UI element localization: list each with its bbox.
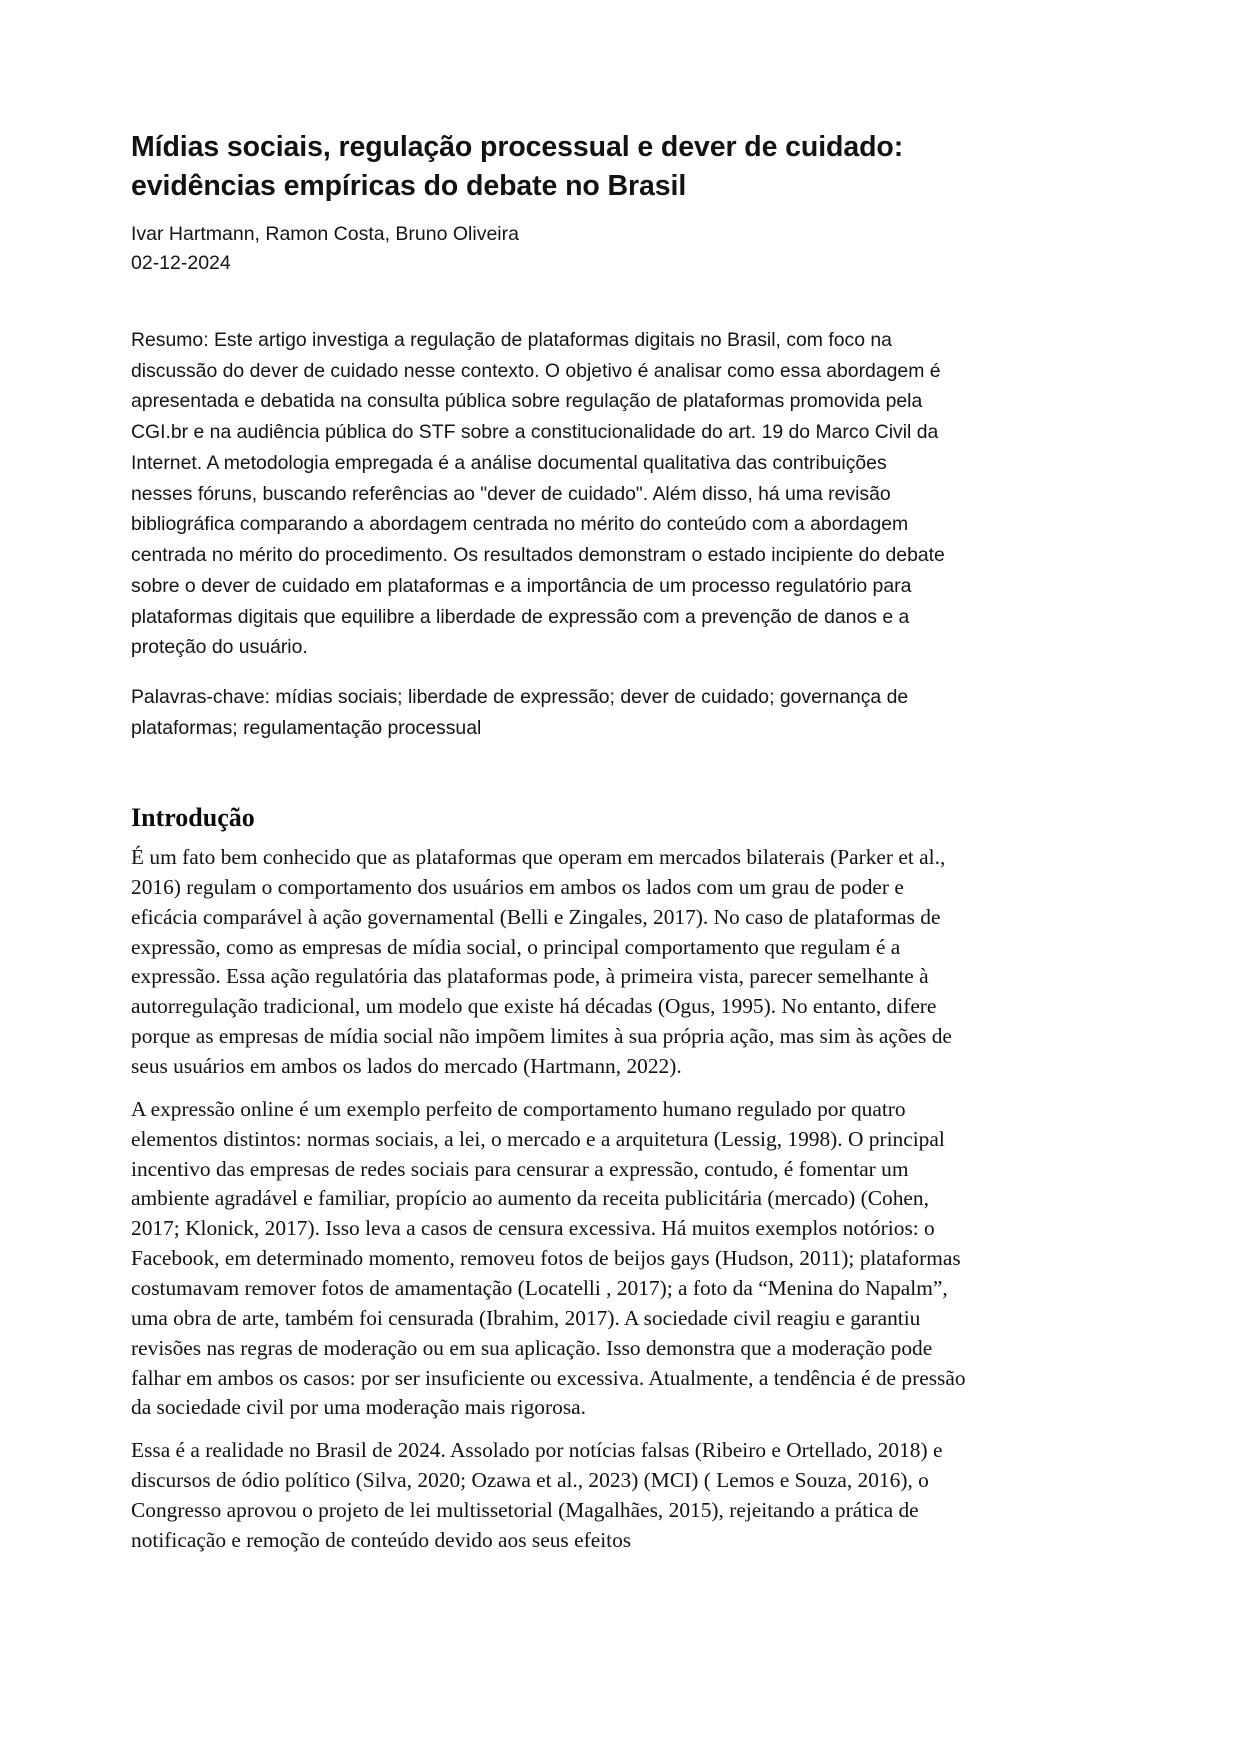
section-introducao — [131, 802, 971, 1556]
keywords-text: Palavras-chave: mídias sociais; liberdade de expressão; dever de cuidado; governança de plataformas; regulamentação processual — [131, 686, 909, 739]
front-matter — [131, 128, 971, 279]
page-title: Mídias sociais, regulação processual e dever de cuidado: evidências empíricas do debate no Brasil — [131, 131, 904, 202]
abstract-text: Resumo: Este artigo investiga a regulação de plataformas digitais no Brasil, com foco na discussão do dever de cuidado nesse contexto. O objetivo é analisar como essa abordagem é apresentada e debatida na consulta pública sobre regulação de plataformas promovida pela CGI.br e na audiência pública do STF sobre a constitucionalidade do art. 19 do Marco Civil da Internet. A metodologia empregada é a análise documental qualitativa das contribuições nesses fóruns, buscando referências ao "dever de cuidado". Além disso, há uma revisão bibliográfica comparando a abordagem centrada no mérito do conteúdo com a abordagem centrada no mérito do procedimento. Os resultados demonstram o estado incipiente do debate sobre o dever de cuidado em plataformas e a importância de um processo regulatório para plataformas digitais que equilibre a liberdade de expressão com a prevenção de danos e a proteção do usuário. — [131, 328, 945, 659]
abstract-block — [131, 325, 971, 744]
section-heading: Introdução — [131, 802, 255, 832]
body-paragraph: É um fato bem conhecido que as plataformas que operam em mercados bilaterais (Parker et al., 2016) regulam o comportamento dos usuários em ambos os lados com um grau de poder e eficácia comparável à ação governamental (Belli e Zingales, 2017). No caso de plataformas de expressão, como as empresas de mídia social, o principal comportamento que regulam é a expressão. Essa ação regulatória das plataformas pode, à primeira vista, parecer semelhante à autorregulação tradicional, um modelo que existe há décadas (Ogus, 1995). No entanto, difere porque as empresas de mídia social não impõem limites à sua própria ação, mas sim às ações de seus usuários em ambos os lados do mercado (Hartmann, 2022). — [131, 845, 952, 1079]
page-content — [131, 128, 971, 1556]
body-paragraph: Essa é a realidade no Brasil de 2024. Assolado por notícias falsas (Ribeiro e Ortellado, 2018) e discursos de ódio político (Silva, 2020; Ozawa et al., 2023) (MCI) ( Lemos e Souza, 2016), o Congresso aprovou o projeto de lei multissetorial (Magalhães, 2015), rejeitando a prática de notificação e remoção de conteúdo devido aos seus efeitos — [131, 1438, 943, 1552]
author-list: Ivar Hartmann, Ramon Costa, Bruno Oliveira — [131, 222, 519, 245]
publication-date: 02-12-2024 — [131, 252, 231, 275]
body-paragraph: A expressão online é um exemplo perfeito de comportamento humano regulado por quatro elementos distintos: normas sociais, a lei, o mercado e a arquitetura (Lessig, 1998). O principal incentivo das empresas de redes sociais para censurar a expressão, contudo, é fomentar um ambiente agradável e familiar, propício ao aumento da receita publicitária (mercado) (Cohen, 2017; Klonick, 2017). Isso leva a casos de censura excessiva. Há muitos exemplos notórios: o Facebook, em determinado momento, removeu fotos de beijos gays (Hudson, 2011); plataformas costumavam remover fotos de amamentação (Locatelli , 2017); a foto da “Menina do Napalm”, uma obra de arte, também foi censurada (Ibrahim, 2017). A sociedade civil reagiu e garantiu revisões nas regras de moderação ou em sua aplicação. Isso demonstra que a moderação pode falhar em ambos os casos: por ser insuficiente ou excessiva. Atualmente, a tendência é de pressão da sociedade civil por uma moderação mais rigorosa. — [131, 1096, 966, 1420]
